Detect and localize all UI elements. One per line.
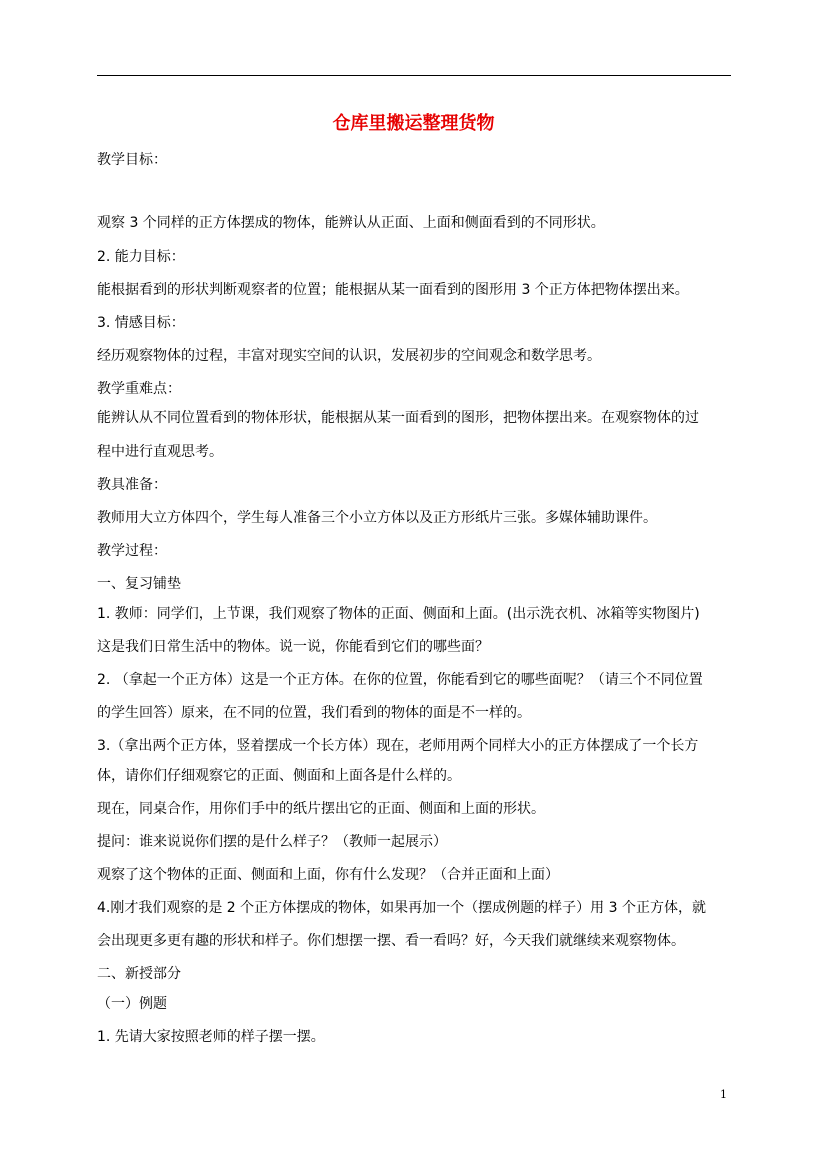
text-line: 二、新授部分 xyxy=(97,966,181,982)
text-line: 程中进行直观思考。 xyxy=(97,444,223,460)
text-line: （一）例题 xyxy=(97,996,167,1012)
text-line: 能根据看到的形状判断观察者的位置；能根据从某一面看到的图形用 3 个正方体把物体摆出来。 xyxy=(97,282,689,298)
text-line: 观察 3 个同样的正方体摆成的物体，能辨认从正面、上面和侧面看到的不同形状。 xyxy=(97,215,605,231)
text-line: 体，请你们仔细观察它的正面、侧面和上面各是什么样的。 xyxy=(97,768,461,784)
text-line: 现在，同桌合作，用你们手中的纸片摆出它的正面、侧面和上面的形状。 xyxy=(97,801,545,817)
text-line: 这是我们日常生活中的物体。说一说，你能看到它们的哪些面？ xyxy=(97,639,489,655)
page-number: 1 xyxy=(720,1088,727,1101)
text-line: 1. 先请大家按照老师的样子摆一摆。 xyxy=(97,1029,325,1045)
text-line: 教学目标： xyxy=(97,152,167,168)
text-line: 1. 教师：同学们，上节课，我们观察了物体的正面、侧面和上面。(出示洗衣机、冰箱等实物图片) xyxy=(97,606,700,622)
text-line: 会出现更多更有趣的形状和样子。你们想摆一摆、看一看吗？好，今天我们就继续来观察物体。 xyxy=(97,933,685,949)
text-line: 教师用大立方体四个，学生每人准备三个小立方体以及正方形纸片三张。多媒体辅助课件。 xyxy=(97,510,657,526)
text-line: 教具准备： xyxy=(97,477,167,493)
text-line: 3.（拿出两个正方体，竖着摆成一个长方体）现在，老师用两个同样大小的正方体摆成了一个长方 xyxy=(97,738,699,754)
text-line: 观察了这个物体的正面、侧面和上面，你有什么发现？（合并正面和上面） xyxy=(97,867,559,883)
text-line: 4.刚才我们观察的是 2 个正方体摆成的物体，如果再加一个（摆成例题的样子）用 3 个正方体，就 xyxy=(97,900,706,916)
text-line: 能辨认从不同位置看到的物体形状，能根据从某一面看到的图形，把物体摆出来。在观察物体的过 xyxy=(97,410,699,426)
page-title: 仓库里搬运整理货物 xyxy=(332,113,495,134)
text-line: 经历观察物体的过程，丰富对现实空间的认识，发展初步的空间观念和数学思考。 xyxy=(97,348,601,364)
header-rule xyxy=(97,75,731,76)
text-line: 教学过程： xyxy=(97,543,167,559)
text-line: 一、复习铺垫 xyxy=(97,576,181,592)
text-line: 教学重难点： xyxy=(97,381,181,397)
text-line: 2. 能力目标： xyxy=(97,249,185,265)
text-line: 2. （拿起一个正方体）这是一个正方体。在你的位置，你能看到它的哪些面呢？（请三个不同位置 xyxy=(97,672,703,688)
text-line: 提问：谁来说说你们摆的是什么样子？（教师一起展示） xyxy=(97,834,447,850)
text-line: 的学生回答）原来，在不同的位置，我们看到的物体的面是不一样的。 xyxy=(97,705,531,721)
text-line: 3. 情感目标： xyxy=(97,315,185,331)
